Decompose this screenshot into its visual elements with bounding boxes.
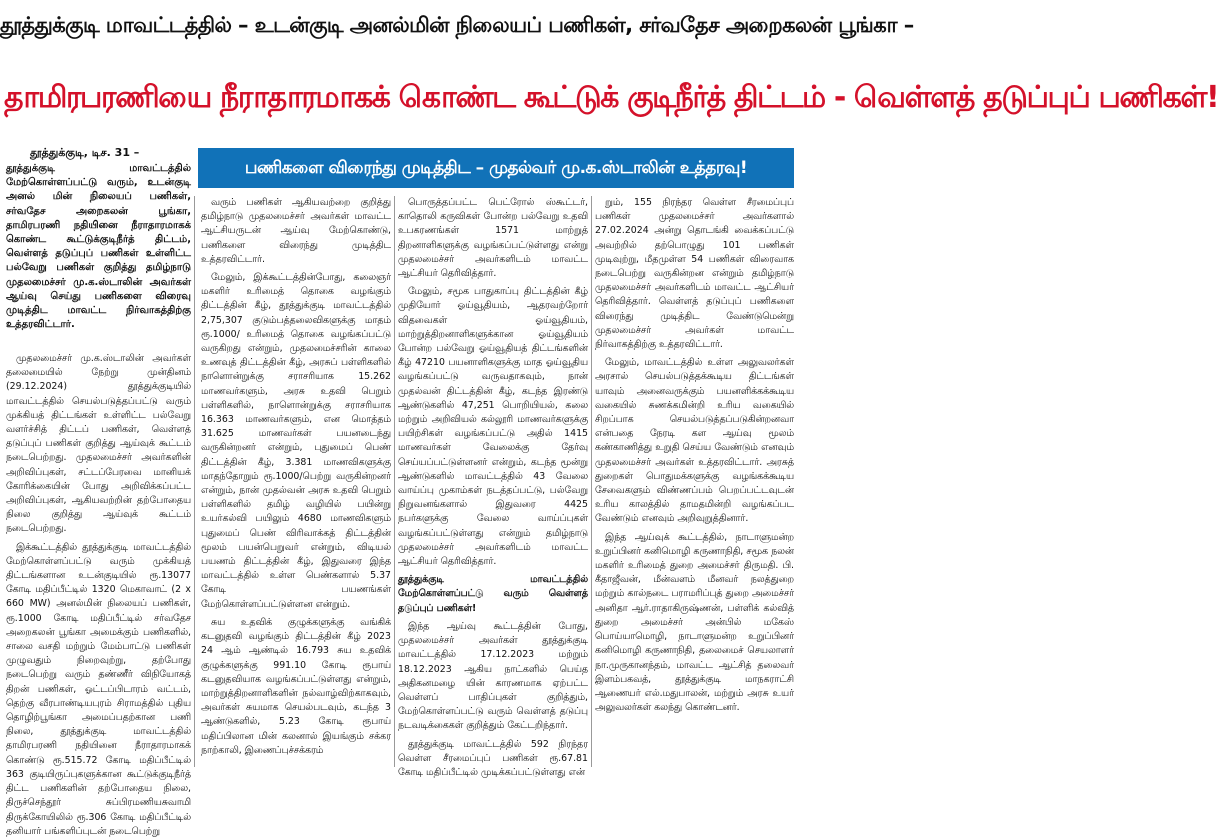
paragraph: வரும் பணிகள் ஆகியவற்றை குறித்து தமிழ்நாடு முதலமைச்சர் அவர்கள் மாவட்ட ஆட்சியருடன் ஆய்வு மேற்கொண்டு, பணிகளை விரைந்து முடித்திட உத்தரவிட்டார். [201,197,391,265]
article-column-4 [595,196,794,767]
paragraph: முதலமைச்சர் மு.க.ஸ்டாலின் அவர்கள் தலைமையில் நேற்று முன்தினம் (29.12.2024) தூத்துக்குடியில் மாவட்டத்தில் செயல்படுத்தப்பட்டு வரும் முக்கியத் திட்டங்கள் உள்ளிட்ட பல்வேறு வளர்ச்சித் திட்டப் பணிகள், வெள்ளத் தடுப்புப் பணிகள் குறித்து ஆய்வுக் கூட்டம் நடைபெற்றது. முதலமைச்சர் அவர்களின் அறிவிப்புகள், சட்டப்பேரவை மானியக் கோரிக்கையின் போது அறிவிக்கப்பட்ட அறிவிப்புகள், ஆகியவற்றின் தற்போதைய நிலை குறித்து ஆய்வுக் கூட்டம் நடைபெற்றது. [6,353,191,535]
section-subheading: தூத்துக்குடி மாவட்டத்தில் மேற்கொள்ளப்பட்டு வரும் வெள்ளத் தடுப்புப் பணிகள்! [398,574,588,614]
article-column-1 [6,352,191,837]
paragraph: இந்த ஆய்வுக் கூட்டத்தில், நாடாளுமன்ற உறுப்பினர் கனிமொழி கருணாநிதி, சமூக நலன் மகளிர் உரிமைத் துறை அமைச்சர் திருமதி. பி. கீதாஜீவன், மீன்வளம் மீனவர் நலத்துறை மற்றும் கால்நடை பராமரிப்புத் துறை அமைச்சர் அனிதா ஆர்.ராதாகிருஷ்ணன், பள்ளிக் கல்வித் துறை அமைச்சர் அன்பில் மகேஸ் பொய்யாமொழி, நாடாளுமன்ற உறுப்பினர் கனிமொழி கருணாநிதி, தலைமைச் செயலாளர் நா.முருகானந்தம், மாவட்ட ஆட்சித் தலைவர் இளம்பகவத், தூத்துக்குடி மாநகராட்சி ஆணையர் எல்.மதுபாலன், மற்றும் அரசு உயர் அலுவலர்கள் கலந்து கொண்டனர். [595,531,794,714]
column-divider [394,196,395,767]
subheadline-banner: பணிகளை விரைந்து முடித்திட – முதல்வர் மு.க.ஸ்டாலின் உத்தரவு! [198,148,794,188]
paragraph: இக்கூட்டத்தில் தூத்துக்குடி மாவட்டத்தில் மேற்கொள்ளப்பட்டு வரும் முக்கியத் திட்டங்களான உடன்குடியில் ரூ.13077 கோடி மதிப்பீட்டில் 1320 மெகாவாட் (2 x 660 MW) அனல்மின் நிலையப் பணிகள், ரூ.1000 கோடி மதிப்பீட்டில் சர்வதேச அறைகலன் பூங்கா அமைக்கும் பணிகளில், சாலை வசதி மற்றும் மேம்பாட்டு பணிகள் முழுவதும் நிறைவுற்று, தற்போது நடைபெற்று வரும் தண்ணீர் விநியோகத் திறன் பணிகள், ஓட்டப்பிடாரம் வட்டம், தெற்கு வீரபாண்டியபுரம் சிராமத்தில் புதிய தொழிற்பூங்கா அமைப்பதற்கான பணி நிலை, தூத்துக்குடி மாவட்டத்தில் தாமிரபரணி நதியினை நீராதாரமாகக் கொண்டு ரூ.515.72 கோடி மதிப்பீட்டில் 363 குடியிருப்புகளுக்கான கூட்டுக்குடிநீர்த் திட்ட பணிகளின் தற்போதைய நிலை, திருச்செந்தூர் சுப்பிரமணியசுவாமி திருக்கோயிலில் ரூ.306 கோடி மதிப்பீட்டில் தனியார் பங்களிப்புடன் நடைபெற்று [6,541,191,837]
lead-paragraph: தூத்துக்குடி மாவட்டத்தில் மேற்கொள்ளப்பட்டு வரும், உடன்குடி அனல் மின் நிலையப் பணிகள், சர்வதேச அறைகலன் பூங்கா, தாமிரபரணி நதியினை நீராதாரமாகக் கொண்ட கூட்டுக்குடிநீர்த் திட்டம், வெள்ளத் தடுப்புப் பணிகள் உள்ளிட்ட பல்வேறு பணிகள் குறித்து தமிழ்நாடு முதலமைச்சர் மு.க.ஸ்டாலின் அவர்கள் ஆய்வு செய்து பணிகளை விரைவு முடித்திட மாவட்ட நிர்வாகத்திற்கு உத்தரவிட்டார். [6,163,191,331]
main-headline: தாமிரபரணியை நீராதாரமாகக் கொண்ட கூட்டுக் குடிநீர்த் திட்டம் - வெள்ளத் தடுப்புப் பணிகள்! [4,80,1218,115]
paragraph: இந்த ஆய்வு கூட்டத்தின் போது, முதலமைச்சர் அவர்கள் தூத்துக்குடி மாவட்டத்தில் 17.12.2023 மற்றும் 18.12.2023 ஆகிய நாட்களில் பெய்த அதிகனமழை யின் காரணமாக ஏற்பட்ட வெள்ளப் பாதிப்புகள் குறித்தும், மேற்கொள்ளப்பட்டு வரும் வெள்ளத் தடுப்பு நடவடிக்கைகள் குறித்தும் கேட்டறிந்தார். [398,620,588,732]
paragraph: சுய உதவிக் குழுக்களுக்கு வங்கிக் கடனுதவி வழங்கும் திட்டத்தின் கீழ் 2023 24 ஆம் ஆண்டில் 16.793 சுய உதவிக் குழுக்களுக்கு 991.10 கோடி ரூபாய் கடனுதவியாக வழங்கப்பட்டுள்ளது என்றும், மாற்றுத்திறனாளிகளின் நல்வாழ்விற்காகவும், அவர்கள் சுயமாக செயல்படவும், கடந்த 3 ஆண்டுகளில், 5.23 கோடி ரூபாய் மதிப்பிலான மின் கலனால் இயங்கும் சக்கர நாற்காலி, இணைப்புச்சக்கரம் [201,616,391,756]
kicker-headline: தூத்துக்குடி மாவட்டத்தில் – உடன்குடி அனல்மின் நிலையப் பணிகள், சர்வதேச அறைகலன் பூங்கா – [0,13,914,37]
dateline: தூத்துக்குடி, டிச. 31 – [30,146,140,159]
article-column-3 [398,196,588,778]
paragraph: றும், 155 நிரந்தர வெள்ள சீரமைப்புப் பணிகள் முதலமைச்சர் அவர்களால் 27.02.2024 அன்று தொடங்கி வைக்கப்பட்டு அவற்றில் தற்பொழுது 101 பணிகள் முடிவுற்று, மீதமுள்ள 54 பணிகள் விரைவாக நடைபெற்று வருகின்றன என்றும் தமிழ்நாடு முதலமைச்சர் அவர்களிடம் மாவட்ட ஆட்சியர் தெரிவித்தார். வெள்ளத் தடுப்புப் பணிகளை விரைந்து முடித்திட வேண்டுமென்று முதலமைச்சர் அவர்கள் மாவட்ட நிர்வாகத்திற்கு உத்தரவிட்டார். [595,197,794,351]
paragraph: மேலும், இக்கூட்டத்தின்போது, கலைஞர் மகளிர் உரிமைத் தொகை வழங்கும் திட்டத்தின் கீழ், தூத்துக்குடி மாவட்டத்தில் 2,75,307 குடும்பத்தலைவிகளுக்கு மாதம் ரூ.1000/ உரிமைத் தொகை வழங்கப்பட்டு வருகிறது என்றும், முதலமைச்சரின் காலை உணவுத் திட்டத்தின் கீழ், அரசுப் பள்ளிகளில் நாளொன்றுக்கு சராசரியாக 15.262 மாணவர்களும், அரசு உதவி பெறும் பள்ளிகளில், நாளொன்றுக்கு சராசரியாக 16.363 மாணவர்களும், என மொத்தம் 31.625 மாணவர்கள் பயனடைந்து வருகின்றனர் என்றும், புதுமைப் பெண் திட்டத்தின் கீழ், 3.381 மாணவிகளுக்கு மாதந்தோறும் ரூ.1000/பெற்று வருகின்றனர் என்றும், நான் முதல்வன் அரசு உதவி பெறும் பள்ளிகளில் தமிழ் வழியில் பயின்று உயர்கல்வி பயிலும் 4680 மாணவிகளும் புதுமைப் பெண் விரிவாக்கத் திட்டத்தின் மூலம் பயன்பெறுவர் என்றும், விடியல் பயணம் திட்டத்தின் கீழ், இதுவரை இந்த மாவட்டத்தில் உள்ள பெண்களால் 5.37 கோடி பயணங்கள் மேற்கொள்ளப்பட்டுள்ளன என்றும். [201,272,391,610]
paragraph: பொருத்தப்பட்ட பெட்ரோல் ஸ்கூட்டர், காதொலி கருவிகள் போன்ற பல்வேறு உதவி உபகரணங்கள் 1571 மாற்றுத் திறனாளிகளுக்கு வழங்கப்பட்டுள்ளது என்று முதலமைச்சர் அவர்களிடம் மாவட்ட ஆட்சியர் தெரிவித்தார். [398,197,588,280]
article-column-2 [201,196,391,767]
column-divider [591,196,592,767]
paragraph: தூத்துக்குடி மாவட்டத்தில் 592 நிரந்தர வெள்ள சீரமைப்புப் பணிகள் ரூ.67.81 கோடி மதிப்பீட்டில் முடிக்கப்பட்டுள்ளது என் [398,738,588,778]
paragraph: மேலும், மாவட்டத்தில் உள்ள அலுவலர்கள் அரசால் செயல்படுத்தக்கூடிய திட்டங்கள் யாவும் அனைவருக்கும் பயனளிக்கக்கூடிய வகையில் சுணக்கமின்றி உரிய வகையில் சிறப்பாக செயல்படுத்தப்படுகின்றனவா என்பதை நேரடி கள ஆய்வு மூலம் கண்காணித்து உறுதி செய்ய வேண்டும் எனவும் முதலமைச்சர் அவர்கள் உத்தரவிட்டார். அரசுத் துறைகள் பொதுமக்களுக்கு வழங்கக்கூடிய சேவைகளும் விண்ணப்பம் பெறப்பட்டவுடன் உரிய காலத்தில் தாமதமின்றி வழங்கப்பட வேண்டும் எனவும் அறிவுறுத்தினார். [595,357,794,525]
paragraph: மேலும், சமூக பாதுகாப்பு திட்டத்தின் கீழ் முதியோர் ஓய்வூதியம், ஆதரவற்றோர் விதவைகள் ஓய்வூதியம், மாற்றுத்திறனாளிகளுக்கான ஓய்வூதியம் போன்ற பல்வேறு ஓய்வூதியத் திட்டங்களின் கீழ் 47210 பயனாளிகளுக்கு மாத ஓய்வூதிய வழங்கப்பட்டு வருவதாகவும், நான் முதல்வன் திட்டத்தின் கீழ், கடந்த இரண்டு ஆண்டுகளில் 47,251 பொறியியல், கலை மற்றும் அறிவியல் கல்லூரி மாணவர்களுக்கு பயிற்சிகள் வழங்கப்பட்டு அதில் 1415 மாணவர்கள் வேலைக்கு தேர்வு செய்யப்பட்டுள்ளனர் என்றும், கடந்த மூன்று ஆண்டுகளில் மாவட்டத்தில் 43 வேலை வாய்ப்பு முகாம்கள் நடத்தப்பட்டு, பல்வேறு நிறுவனங்களால் இதுவரை 4425 நபர்களுக்கு வேலை வாய்ப்புகள் வழங்கப்பட்டுள்ளது என்றும் தமிழ்நாடு முதலமைச்சர் அவர்களிடம் மாவட்ட ஆட்சியர் தெரிவித்தார். [398,286,588,568]
column-divider [194,196,195,767]
